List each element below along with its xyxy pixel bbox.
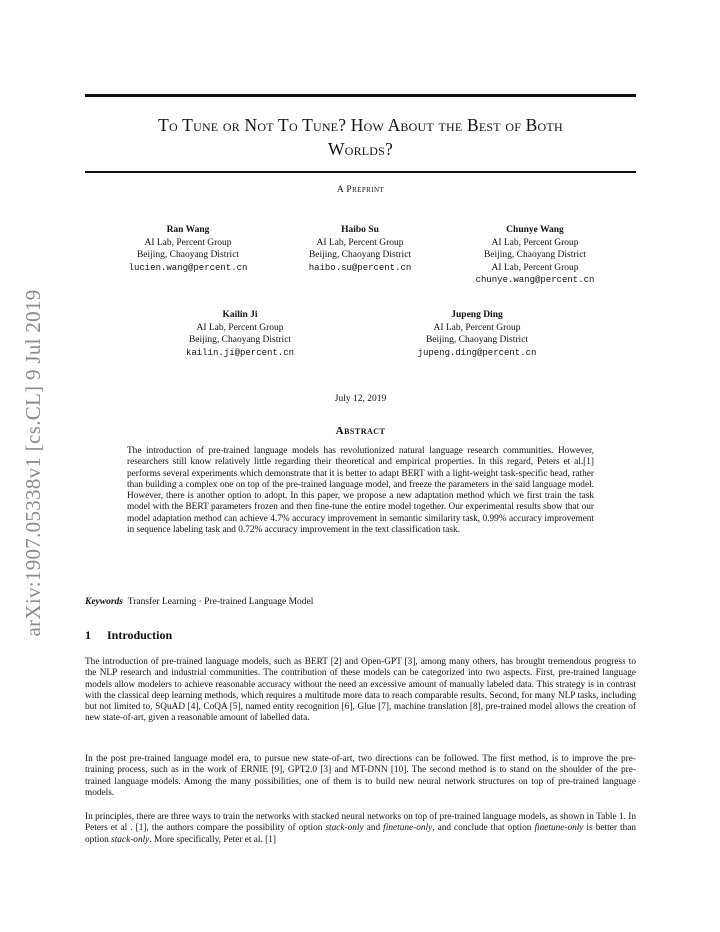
author-name: Haibo Su bbox=[341, 225, 379, 235]
author-affiliation: AI Lab, Percent Group bbox=[196, 322, 284, 333]
emphasis-term: stack-only bbox=[325, 823, 364, 834]
section-heading bbox=[85, 628, 636, 643]
abstract-heading: Abstract bbox=[335, 425, 386, 437]
body-paragraph bbox=[85, 812, 636, 846]
author-email[interactable]: haibo.su@percent.cn bbox=[308, 262, 412, 273]
keywords-text: Transfer Learning · Pre-trained Language Model bbox=[127, 597, 314, 607]
author-block bbox=[397, 309, 557, 359]
section-title: Introduction bbox=[107, 628, 173, 642]
body-paragraph: The introduction of pre-trained language models, such as BERT [2] and Open-GPT [3], among many others, has brought tremendous progress to the NLP research and industrial communities. The contribution of these models can be categorized into two aspects. First, pre-trained language models allow modelers to achieve reasonable accuracy without the need an excessive amount of manually labeled data. This strategy is in contrast with the classical deep learning methods, which requires a multitude more data to reach comparable results. Second, for many NLP tasks, including but not limited to, SQuAD [4], CoQA [5], named entity recognition [6], Glue [7], machine translation [8], pre-trained model allows the creation of new state-of-art, given a reasonable amount of labelled data. bbox=[85, 657, 636, 724]
paragraph-text: . More specifically, Peter et al. [1] bbox=[149, 834, 276, 845]
emphasis-term: stack-only bbox=[111, 834, 150, 845]
preprint-label: A Preprint bbox=[336, 185, 385, 195]
keywords-label: Keywords bbox=[85, 597, 123, 607]
paper-title-line-1: To Tune or Not To Tune? How About the Best of Both bbox=[158, 115, 563, 135]
author-block bbox=[165, 309, 315, 359]
author-affiliation-secondary: AI Lab, Percent Group bbox=[491, 262, 579, 273]
arxiv-identifier-stamp: arXiv:1907.05338v1 [cs.CL] 9 Jul 2019 bbox=[21, 289, 45, 637]
author-name: Kailin Ji bbox=[222, 310, 258, 320]
title-bottom-rule bbox=[85, 171, 636, 173]
publication-date: July 12, 2019 bbox=[334, 394, 387, 404]
author-address: Beijing, Chaoyang District bbox=[136, 250, 240, 260]
paragraph-text: In principles, there are three ways to train the networks with stacked neural networks on top of pre-trained language models, as shown in Table 1. In Peters et al . [1], the authors compare the possibility of option bbox=[85, 812, 636, 834]
author-name: Jupeng Ding bbox=[451, 310, 503, 320]
section-number: 1 bbox=[85, 628, 91, 642]
author-address: Beijing, Chaoyang District bbox=[188, 335, 292, 345]
author-email[interactable]: jupeng.ding@percent.cn bbox=[417, 347, 537, 358]
author-address: Beijing, Chaoyang District bbox=[483, 250, 587, 260]
title-top-rule bbox=[85, 94, 636, 97]
author-block bbox=[455, 224, 615, 287]
paper-title-line-2: Worlds? bbox=[327, 139, 394, 159]
emphasis-term: finetune-only bbox=[534, 823, 584, 834]
author-affiliation: AI Lab, Percent Group bbox=[144, 237, 232, 248]
author-email[interactable]: lucien.wang@percent.cn bbox=[128, 262, 248, 273]
keywords-line bbox=[85, 597, 636, 607]
author-affiliation: AI Lab, Percent Group bbox=[433, 322, 521, 333]
author-email[interactable]: kailin.ji@percent.cn bbox=[185, 347, 295, 358]
emphasis-term: finetune-only bbox=[383, 823, 433, 834]
body-paragraph: In the post pre-trained language model era, to pursue new state-of-art, two directions can be followed. The first method, is to improve the pre-training process, such as in the work of ERNIE [9], GPT2.0 [3] and MT-DNN [10]. The second method is to stand on the shoulder of the pre-trained language models. Among the many possibilities, one of them is to build new neural network structures on top of pre-trained language models. bbox=[85, 754, 636, 798]
paragraph-text: , and conclude that option bbox=[432, 823, 535, 834]
paragraph-text: is better than option bbox=[85, 823, 636, 845]
paragraph-text: and bbox=[363, 823, 384, 834]
author-name: Ran Wang bbox=[166, 225, 210, 235]
author-name: Chunye Wang bbox=[506, 225, 564, 235]
author-affiliation: AI Lab, Percent Group bbox=[491, 237, 579, 248]
author-email[interactable]: chunye.wang@percent.cn bbox=[475, 275, 595, 285]
author-address: Beijing, Chaoyang District bbox=[308, 250, 412, 260]
abstract-body: The introduction of pre-trained language models has revolutionized natural language research communities. However, researchers still know relatively little regarding their theoretical and empirical properties. In this regard, Peters et al.[1] performs several experiments which demonstrate that it is better to adapt BERT with a light-weight task-specific head, rather than building a complex one on top of the pre-trained language model, and freeze the parameters in the said language model. However, there is another option to adopt. In this paper, we propose a new adaptation method which we first train the task model with the BERT parameters frozen and then fine-tune the entire model together. Our experimental results show that our model adaptation method can achieve 4.7% accuracy improvement in semantic similarity task, 0.99% accuracy improvement in sequence labeling task and 0.72% accuracy improvement in the text classification task. bbox=[127, 446, 594, 536]
author-address: Beijing, Chaoyang District bbox=[425, 335, 529, 345]
author-affiliation: AI Lab, Percent Group bbox=[316, 237, 404, 248]
author-block bbox=[285, 224, 435, 274]
author-block bbox=[113, 224, 263, 274]
paper-title bbox=[85, 113, 636, 161]
